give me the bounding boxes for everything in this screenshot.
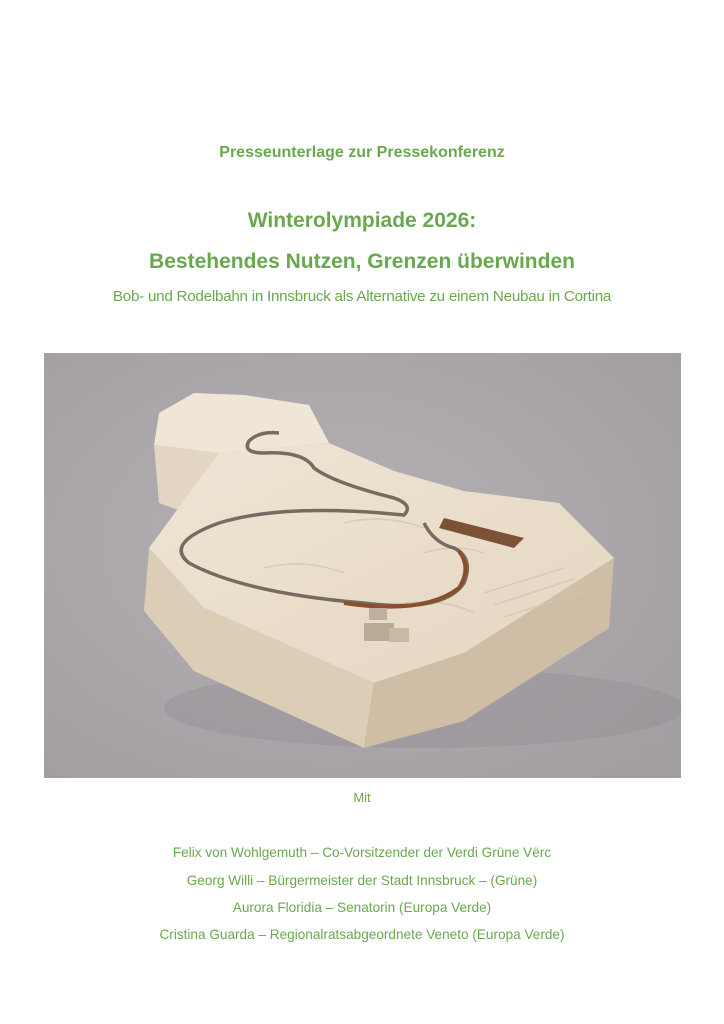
participants-intro: Mit [353,790,371,805]
subtitle: Bob- und Rodelbahn in Innsbruck als Alternative zu einem Neubau in Cortina [112,288,612,305]
terrain-model-image [44,353,681,778]
title-line-1: Winterolympiade 2026: [247,209,477,232]
participant-4: Cristina Guarda – Regionalratsabgeordnete Veneto (Europa Verde) [159,927,565,942]
participant-3: Aurora Floridia – Senatorin (Europa Verde) [232,900,492,915]
participant-2: Georg Willi – Bürgermeister der Stadt Innsbruck – (Grüne) [186,873,538,888]
title-line-2: Bestehendes Nutzen, Grenzen überwinden [149,250,575,273]
press-kicker: Presseunterlage zur Pressekonferenz [219,144,505,161]
participant-1: Felix von Wohlgemuth – Co-Vorsitzender der Verdi Grüne Vërc [172,845,552,860]
